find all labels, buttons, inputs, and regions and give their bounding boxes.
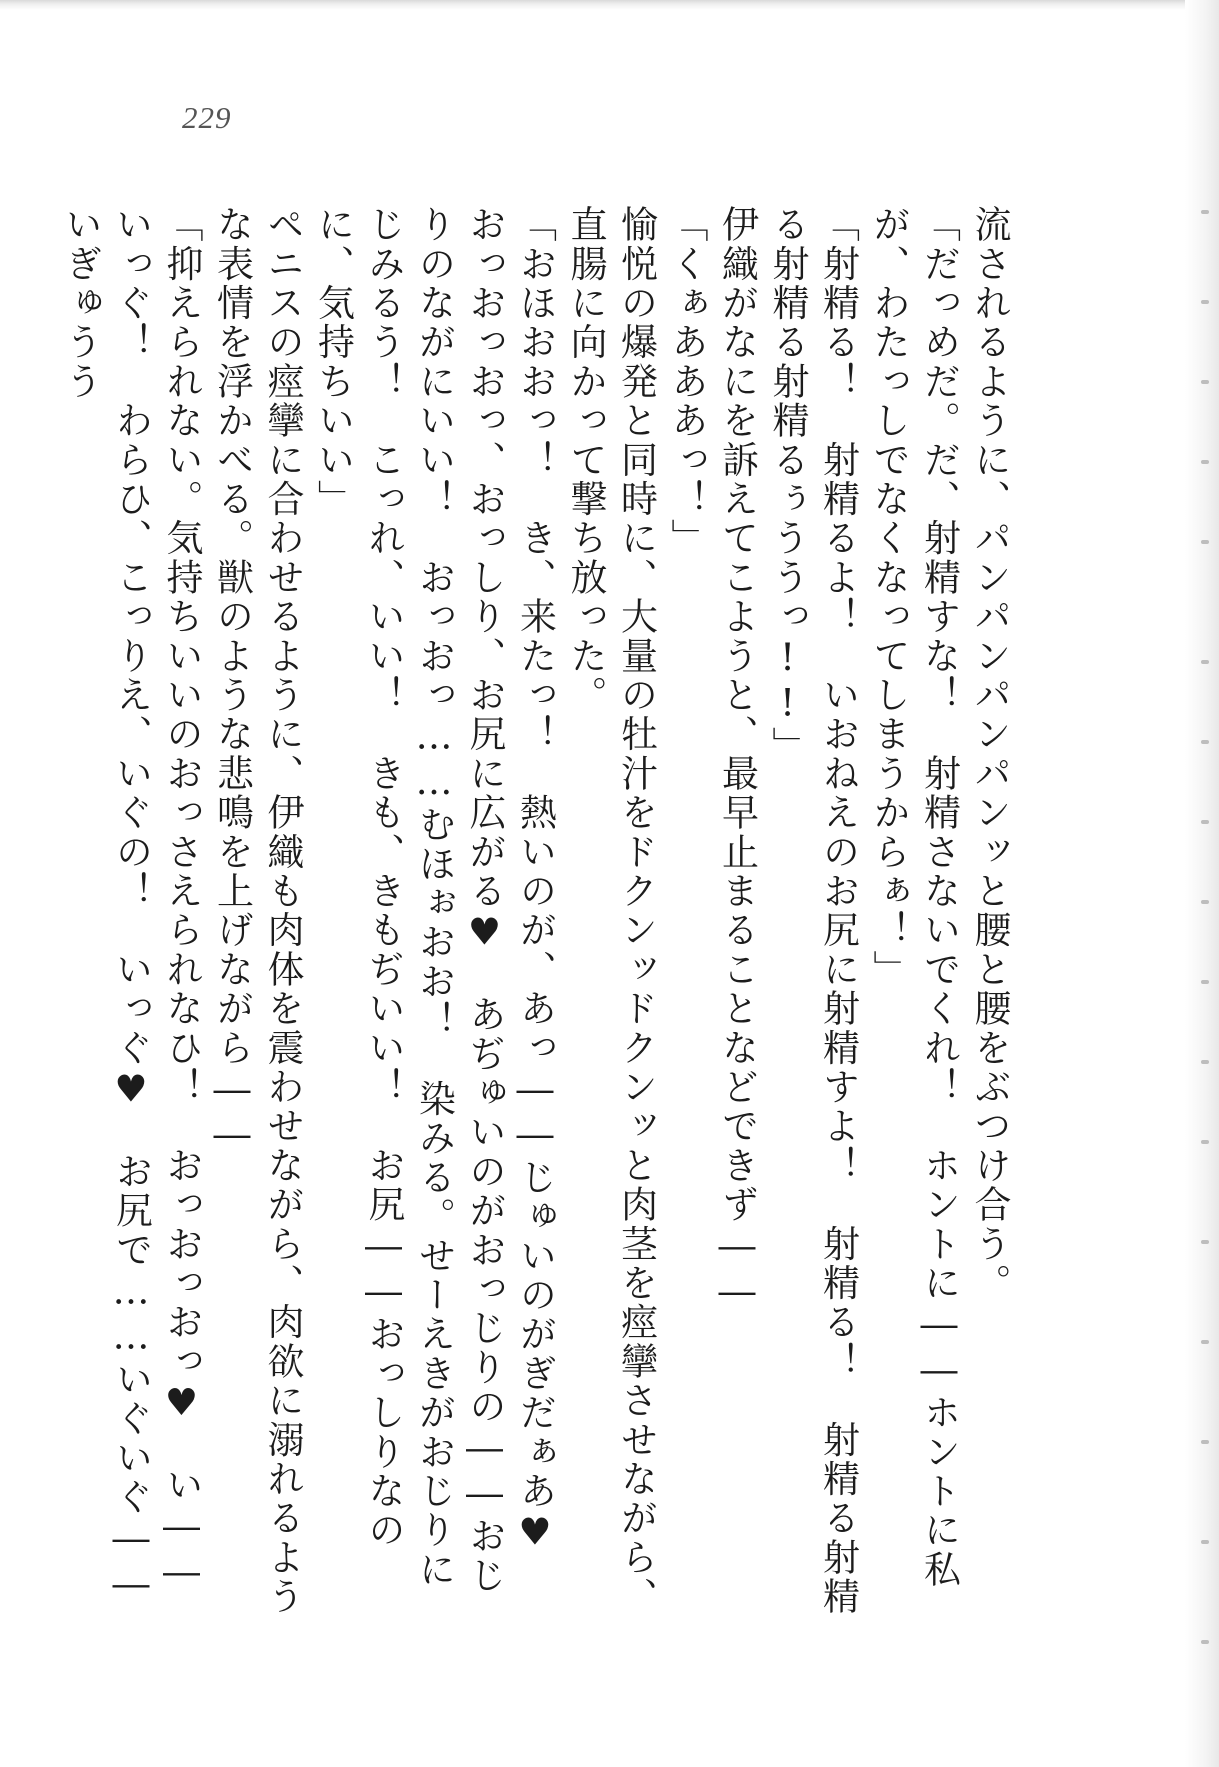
- dialogue-paragraph: 「抑えられない。気持ちいいのおっさえられなひ！ おっおっおっ♥ い――いっぐ！ わらひ、こっりえ、いぐの！ いっぐ♥ お尻で……いぐいぐ――いぎゅうう: [59, 205, 203, 1607]
- paragraph: 伊織がなにを訴えてこようと、最早止まることなどできず――: [715, 205, 759, 1315]
- scan-edge-mark: [1201, 1060, 1209, 1064]
- scan-edge-mark: [1201, 380, 1209, 384]
- scan-edge-mark: [1201, 1240, 1209, 1244]
- scan-edge-mark: [1201, 540, 1209, 544]
- scan-edge-mark: [1201, 210, 1209, 214]
- scan-edge-mark: [1201, 820, 1209, 824]
- right-scan-edge: [1185, 0, 1219, 1767]
- scan-edge-mark: [1201, 1640, 1209, 1644]
- dialogue-paragraph: 「だっめだ。だ、射精すな！ 射精さないでくれ！ ホントに――ホントに私が、わたっしでなくなってしまうからぁ！」: [867, 205, 961, 1589]
- scan-edge-mark: [1201, 460, 1209, 464]
- paragraph: 愉悦の爆発と同時に、大量の牡汁をドクンッドクンッと肉茎を痙攣させながら、直腸に向かって撃ち放った。: [564, 205, 658, 1617]
- dialogue-paragraph: 「おほおおっ！ き、来たっ！ 熱いのが、あっ――じゅいのがぎだぁあ♥ おっおっおっ、おっしり、お尻に広がる♥ あぢゅいのがおっじりの――おじりのながにいい！ おっおっ……むほぉおお！ 染みる。せーえきがおじりにじみるう！ こっれ、いい！ きも、きもぢいい！ お尻――おっしりなのに、気持ちいい」: [311, 205, 557, 1596]
- dialogue-paragraph: 「くぁあああっ！」: [665, 205, 708, 558]
- top-scan-edge: [0, 0, 1219, 10]
- paragraph: ペニスの痙攣に合わせるように、伊織も肉体を震わせながら、肉欲に溺れるような表情を浮かべる。獣のような悲鳴を上げながら――: [210, 205, 304, 1617]
- scan-edge-mark: [1201, 980, 1209, 984]
- scan-edge-mark: [1201, 300, 1209, 304]
- scan-edge-mark: [1201, 660, 1209, 664]
- scan-edge-mark: [1201, 1540, 1209, 1544]
- scan-edge-mark: [1201, 740, 1209, 744]
- dialogue-paragraph: 「射精る！ 射精るよ！ いおねえのお尻に射精すよ！ 射精る！ 射精る射精る射精る射精るぅううっ!!」: [766, 205, 860, 1617]
- scan-edge-mark: [1201, 1140, 1209, 1144]
- scan-edge-mark: [1201, 1340, 1209, 1344]
- scan-edge-mark: [1201, 1440, 1209, 1444]
- paragraph: 流されるように、パンパンパンパンッと腰と腰をぶつけ合う。: [968, 205, 1011, 1303]
- scan-edge-mark: [1201, 900, 1209, 904]
- vertical-body-text: [55, 205, 1015, 1625]
- page-number: 229: [182, 100, 232, 135]
